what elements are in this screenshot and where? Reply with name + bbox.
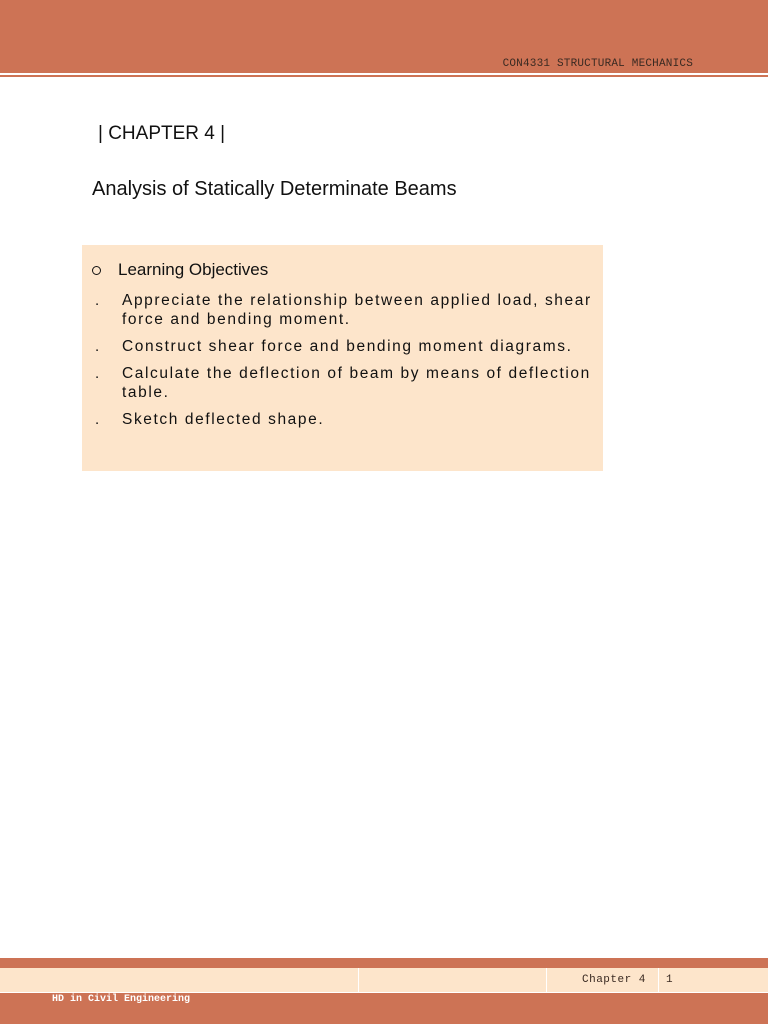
objective-text: Sketch deflected shape. — [122, 411, 325, 428]
list-item — [92, 410, 592, 429]
learning-objectives-box — [82, 245, 603, 471]
footer-cell-divider — [358, 968, 359, 992]
objectives-heading-row — [92, 260, 268, 280]
footer-band — [0, 993, 768, 1024]
bullet-marker: . — [95, 338, 100, 355]
footer-cell-divider — [658, 968, 659, 992]
footer-rule — [0, 958, 768, 968]
header-band — [0, 0, 768, 73]
objective-text: Construct shear force and bending moment diagrams. — [122, 338, 573, 355]
footer-cell-divider — [546, 968, 547, 992]
bullet-marker: . — [95, 411, 100, 428]
hollow-circle-bullet-icon — [92, 266, 101, 275]
footer-table-row — [0, 968, 768, 992]
page-number: 1 — [666, 974, 673, 986]
objectives-heading: Learning Objectives — [118, 260, 269, 279]
bullet-marker: . — [95, 365, 100, 382]
header-rule — [0, 75, 768, 77]
chapter-label: | CHAPTER 4 | — [98, 123, 226, 144]
footer-chapter-label: Chapter 4 — [582, 974, 646, 986]
list-item — [92, 291, 592, 329]
objectives-list — [92, 291, 592, 437]
list-item — [92, 337, 592, 356]
course-title: CON4331 STRUCTURAL MECHANICS — [502, 58, 693, 70]
program-name: HD in Civil Engineering — [52, 994, 191, 1005]
page-title: Analysis of Statically Determinate Beams — [92, 178, 457, 200]
list-item — [92, 364, 592, 402]
objective-text: Calculate the deflection of beam by means of deflection table. — [122, 365, 591, 401]
objective-text: Appreciate the relationship between applied load, shear force and bending moment. — [122, 292, 592, 328]
bullet-marker: . — [95, 292, 100, 309]
